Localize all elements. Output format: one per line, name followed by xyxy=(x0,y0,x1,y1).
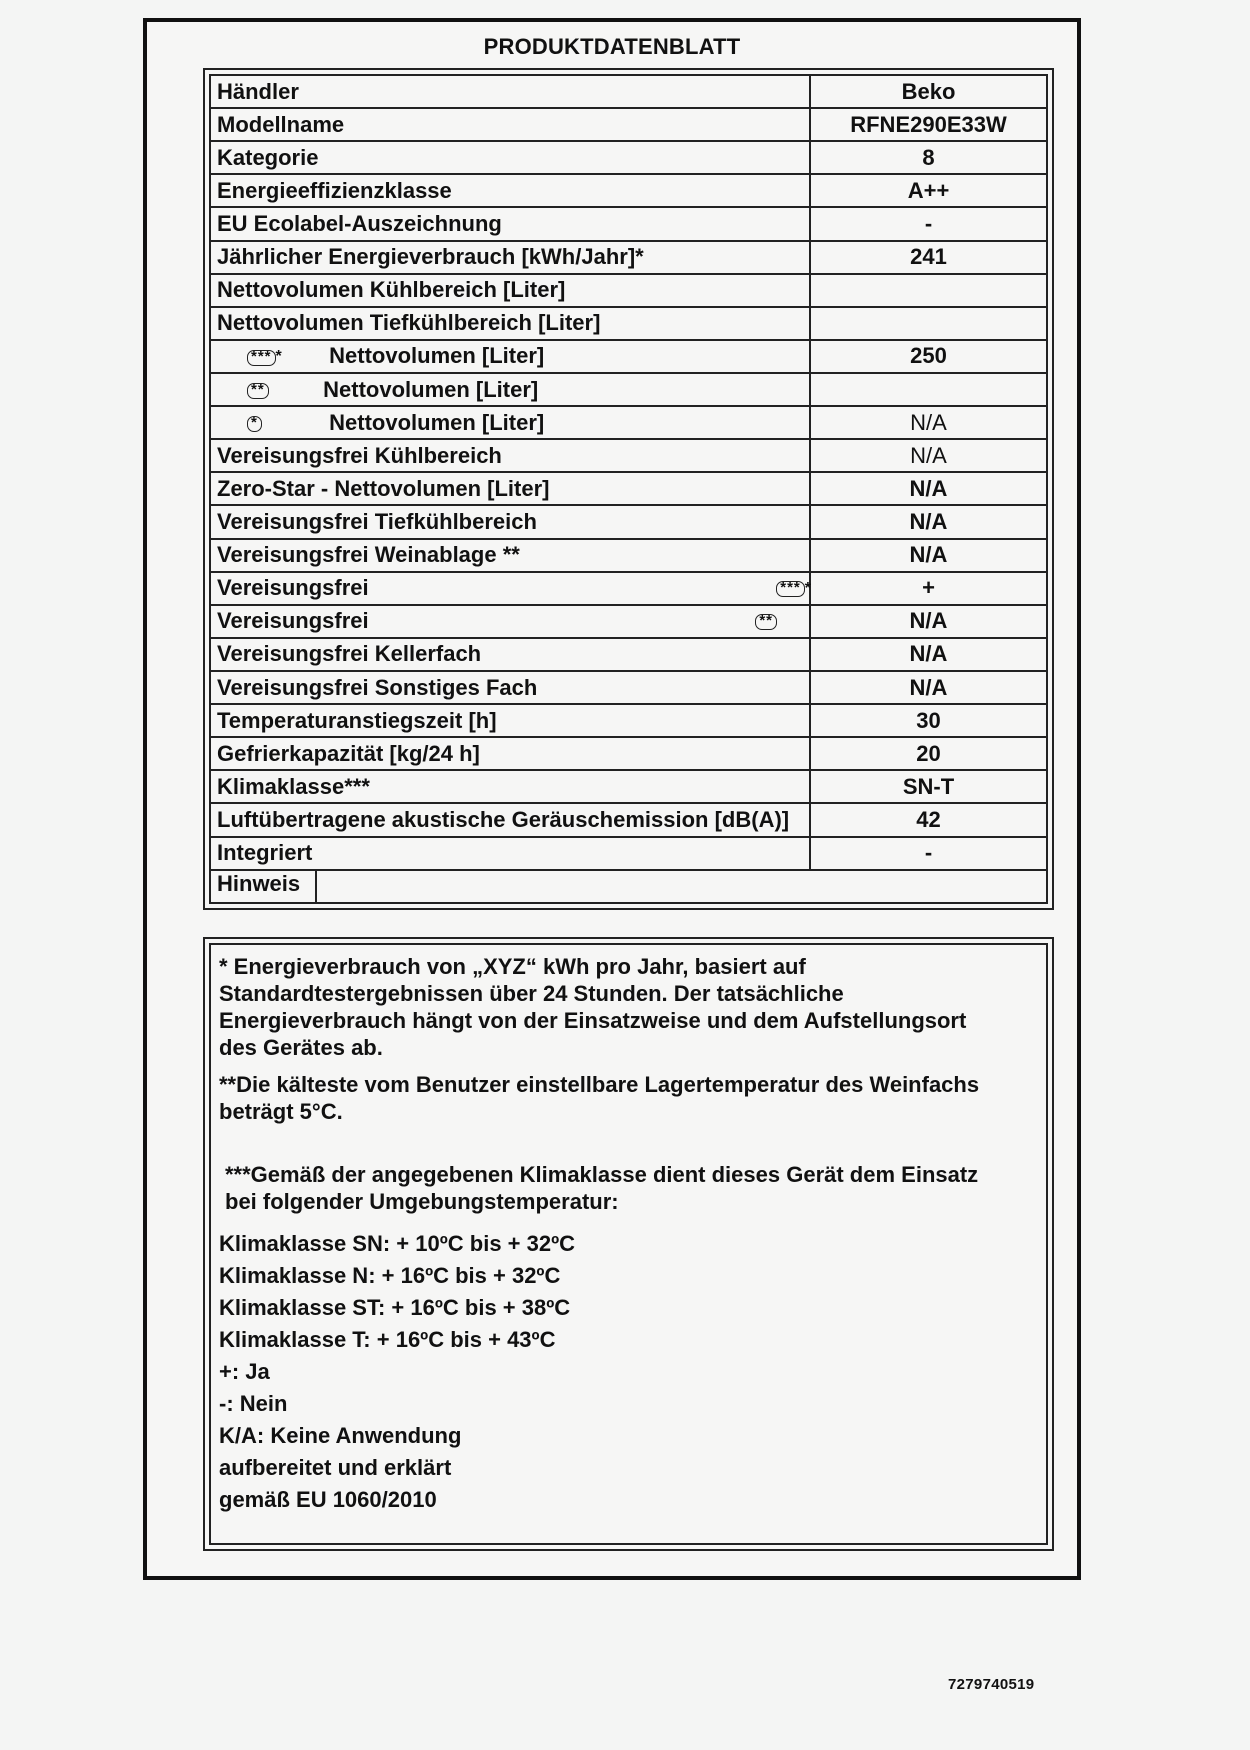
table-row xyxy=(210,373,1047,406)
footnotes xyxy=(209,943,1048,1545)
row-label: Integriert xyxy=(210,837,810,870)
footnotes-frame xyxy=(203,937,1054,1551)
row-label: Nettovolumen Tiefkühlbereich [Liter] xyxy=(210,307,810,340)
legend-yes: +: Ja xyxy=(219,1359,270,1384)
row-value: 250 xyxy=(810,340,1047,373)
row-label: Zero-Star - Nettovolumen [Liter] xyxy=(210,472,810,505)
table-row xyxy=(210,207,1047,240)
legend-na: K/A: Keine Anwendung xyxy=(219,1423,462,1448)
row-label: Klimaklasse*** xyxy=(210,770,810,803)
row-value: N/A xyxy=(810,671,1047,704)
row-label-text: Nettovolumen [Liter] xyxy=(329,409,545,435)
table-row xyxy=(210,671,1047,704)
row-label: Vereisungsfrei Kellerfach xyxy=(210,638,810,671)
document-number: 7279740519 xyxy=(948,1676,1035,1693)
row-value: N/A xyxy=(810,539,1047,572)
row-value xyxy=(810,274,1047,307)
row-value: N/A xyxy=(810,406,1047,439)
row-label xyxy=(210,340,810,373)
row-value: + xyxy=(810,572,1047,605)
table-row xyxy=(210,803,1047,836)
climate-class-st: Klimaklasse ST: + 16ºC bis + 38ºC xyxy=(219,1295,571,1320)
four-star-compartment-icon: *** * xyxy=(776,577,811,599)
row-label: Vereisungsfrei Tiefkühlbereich xyxy=(210,505,810,538)
row-value: N/A xyxy=(810,505,1047,538)
row-label-text: Nettovolumen [Liter] xyxy=(323,376,539,402)
table-row xyxy=(210,141,1047,174)
wine-footnote: **Die kälteste vom Benutzer einstellbare Lagertemperatur des Weinfachs beträgt 5°C. xyxy=(219,1072,980,1124)
row-label: EU Ecolabel-Auszeichnung xyxy=(210,207,810,240)
row-label: Hinweis xyxy=(211,871,317,902)
row-value: - xyxy=(810,837,1047,870)
row-label: Nettovolumen Kühlbereich [Liter] xyxy=(210,274,810,307)
climate-class-t: Klimaklasse T: + 16ºC bis + 43ºC xyxy=(219,1327,556,1352)
regulation-note: gemäß EU 1060/2010 xyxy=(219,1487,437,1512)
row-label-text: Vereisungsfrei xyxy=(217,575,369,601)
table-row xyxy=(210,108,1047,141)
table-row xyxy=(210,605,1047,638)
prepared-note: aufbereitet und erklärt xyxy=(219,1455,452,1480)
one-star-compartment-icon: * xyxy=(247,412,323,434)
legend-no: -: Nein xyxy=(219,1391,288,1416)
row-label: Luftübertragene akustische Geräuschemission [dB(A)] xyxy=(210,803,810,836)
row-value: - xyxy=(810,207,1047,240)
row-value: 20 xyxy=(810,737,1047,770)
row-value: 8 xyxy=(810,141,1047,174)
climate-class-sn: Klimaklasse SN: + 10ºC bis + 32ºC xyxy=(219,1231,576,1256)
table-row xyxy=(210,770,1047,803)
table-row xyxy=(210,704,1047,737)
row-label xyxy=(210,572,810,605)
row-value xyxy=(810,307,1047,340)
table-row xyxy=(210,539,1047,572)
table-row xyxy=(210,638,1047,671)
table-row xyxy=(210,505,1047,538)
table-row xyxy=(210,274,1047,307)
row-value: N/A xyxy=(810,605,1047,638)
two-star-compartment-icon: ** xyxy=(755,610,777,632)
row-value: A++ xyxy=(810,174,1047,207)
table-row xyxy=(210,406,1047,439)
row-label xyxy=(210,605,810,638)
row-label: Vereisungsfrei Sonstiges Fach xyxy=(210,671,810,704)
table-row xyxy=(210,174,1047,207)
table-row xyxy=(210,572,1047,605)
table-row xyxy=(210,439,1047,472)
table-row xyxy=(210,241,1047,274)
row-value: N/A xyxy=(810,472,1047,505)
table-row xyxy=(210,837,1047,870)
two-star-compartment-icon: ** xyxy=(247,379,317,401)
row-label: Modellname xyxy=(210,108,810,141)
four-star-compartment-icon: *** * xyxy=(247,345,323,367)
spec-table-frame xyxy=(203,68,1054,910)
table-row xyxy=(210,75,1047,108)
row-label: Vereisungsfrei Weinablage ** xyxy=(210,539,810,572)
row-value: N/A xyxy=(810,439,1047,472)
energy-footnote: * Energieverbrauch von „XYZ“ kWh pro Jahr, basiert auf Standardtestergebnissen über 24 Stunden. Der tatsächliche Energieverbrauch hängt von der Einsatzweise und dem Aufstellungsort des Gerätes ab. xyxy=(219,954,967,1060)
product-data-sheet xyxy=(143,18,1081,1580)
row-label xyxy=(210,373,810,406)
row-value: Beko xyxy=(810,75,1047,108)
table-row xyxy=(210,307,1047,340)
row-label: Temperaturanstiegszeit [h] xyxy=(210,704,810,737)
row-label-text: Vereisungsfrei xyxy=(217,608,369,634)
row-label: Energieeffizienzklasse xyxy=(210,174,810,207)
hinweis-cell xyxy=(210,870,1047,903)
row-label: Händler xyxy=(210,75,810,108)
row-value: 30 xyxy=(810,704,1047,737)
table-row xyxy=(210,870,1047,903)
climate-class-n: Klimaklasse N: + 16ºC bis + 32ºC xyxy=(219,1263,561,1288)
sheet-title: PRODUKTDATENBLATT xyxy=(483,34,741,59)
row-value: N/A xyxy=(810,638,1047,671)
row-value: RFNE290E33W xyxy=(810,108,1047,141)
row-label: Vereisungsfrei Kühlbereich xyxy=(210,439,810,472)
row-value: SN-T xyxy=(810,770,1047,803)
row-value: 241 xyxy=(810,241,1047,274)
table-row xyxy=(210,737,1047,770)
table-row xyxy=(210,472,1047,505)
climate-footnote: ***Gemäß der angegebenen Klimaklasse dient dieses Gerät dem Einsatz bei folgender Umgebungstemperatur: xyxy=(225,1162,979,1214)
row-value xyxy=(810,373,1047,406)
row-label-text: Nettovolumen [Liter] xyxy=(329,343,545,369)
row-label: Gefrierkapazität [kg/24 h] xyxy=(210,737,810,770)
row-value: 42 xyxy=(810,803,1047,836)
row-label xyxy=(210,406,810,439)
table-row xyxy=(210,340,1047,373)
row-label: Jährlicher Energieverbrauch [kWh/Jahr]* xyxy=(210,241,810,274)
row-label: Kategorie xyxy=(210,141,810,174)
spec-table xyxy=(209,74,1048,904)
